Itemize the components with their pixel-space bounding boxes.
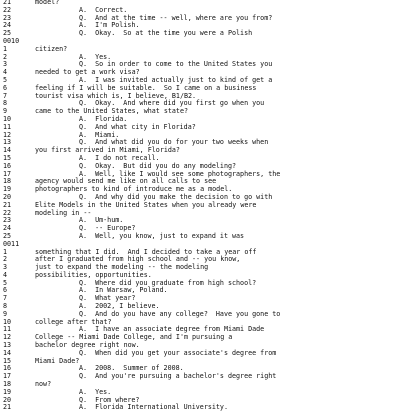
line-number: 21 bbox=[3, 0, 12, 6]
line-text: A. 2002, I believe. bbox=[79, 302, 160, 311]
line-number: 13 bbox=[3, 138, 12, 147]
line-number: 8 bbox=[3, 99, 8, 108]
line-text: now? bbox=[35, 380, 52, 389]
line-text: A. Miami. bbox=[79, 130, 120, 139]
transcript-line bbox=[0, 404, 400, 412]
line-number: 5 bbox=[3, 75, 8, 84]
line-text: Q. And do you have any college? Have you gone to bbox=[79, 309, 281, 318]
line-number: 12 bbox=[3, 333, 12, 342]
line-text: Q. And what did you do for your two weeks when bbox=[79, 138, 269, 147]
line-number: 15 bbox=[3, 356, 12, 365]
line-text: A. Florida. bbox=[79, 114, 128, 123]
line-number: 18 bbox=[3, 177, 12, 186]
page-number: 0010 bbox=[3, 36, 20, 45]
line-text: bachelor degree right now. bbox=[35, 341, 140, 350]
page-number: 0011 bbox=[3, 239, 20, 248]
line-number: 25 bbox=[3, 231, 12, 240]
line-number: 2 bbox=[3, 52, 8, 61]
line-text: tourist visa which is, I believe, B1/B2. bbox=[35, 91, 197, 100]
line-number: 6 bbox=[3, 286, 8, 295]
line-text: A. In Warsaw, Poland. bbox=[79, 286, 168, 295]
transcript-line bbox=[0, 280, 400, 288]
line-number: 24 bbox=[3, 21, 12, 30]
line-number: 11 bbox=[3, 122, 12, 131]
line-text: you first arrived in Miami, Florida? bbox=[35, 146, 180, 155]
transcript-line bbox=[0, 358, 400, 366]
line-number: 25 bbox=[3, 29, 12, 38]
line-text: Q. And why did you make the decision to go with bbox=[79, 192, 273, 201]
line-text: Q. From where? bbox=[79, 395, 140, 404]
line-text: Q. Where did you graduate from high school? bbox=[79, 278, 257, 287]
line-text: Q. So in order to come to the United States you bbox=[79, 60, 273, 69]
line-number: 5 bbox=[3, 278, 8, 287]
line-text: model? bbox=[35, 0, 60, 6]
line-text: needed to get a work visa? bbox=[35, 68, 140, 77]
transcript-line bbox=[0, 295, 400, 303]
line-number: 8 bbox=[3, 302, 8, 311]
line-number: 7 bbox=[3, 294, 8, 303]
line-text: Q. When did you get your associate's degree from bbox=[79, 348, 277, 357]
line-number: 9 bbox=[3, 309, 8, 318]
line-text: Q. What year? bbox=[79, 294, 136, 303]
line-text: Q. Okay. And where did you first go when you bbox=[79, 99, 265, 108]
transcript-line bbox=[0, 108, 400, 116]
line-number: 23 bbox=[3, 216, 12, 225]
line-text: Q. Okay. But did you do any modeling? bbox=[79, 161, 237, 170]
line-text: agency would send me like on all calls to see bbox=[35, 177, 217, 186]
transcript-line bbox=[0, 233, 400, 241]
transcript-line bbox=[0, 397, 400, 405]
transcript-line bbox=[0, 287, 400, 295]
line-text: A. Um-hum. bbox=[79, 216, 124, 225]
line-number: 23 bbox=[3, 13, 12, 22]
line-text: photographers to kind of introduce me as a model. bbox=[35, 185, 233, 194]
line-number: 7 bbox=[3, 91, 8, 100]
line-text: College -- Miami Dade College, and I'm pursuing a bbox=[35, 333, 233, 342]
line-number: 16 bbox=[3, 364, 12, 373]
line-text: Q. And at the time -- well, where are you from? bbox=[79, 13, 273, 22]
line-number: 22 bbox=[3, 5, 12, 14]
line-number: 14 bbox=[3, 146, 12, 155]
transcript-line bbox=[0, 46, 400, 54]
line-text: A. Florida International University. bbox=[79, 403, 228, 412]
line-number: 12 bbox=[3, 130, 12, 139]
line-number: 9 bbox=[3, 107, 8, 116]
transcript-line bbox=[0, 217, 400, 225]
line-text: Q. And you're pursuing a bachelor's degree right bbox=[79, 372, 277, 381]
line-text: college after that? bbox=[35, 317, 112, 326]
line-text: A. Well, you know, just to expand it was bbox=[79, 231, 245, 240]
line-text: citizen? bbox=[35, 44, 68, 53]
line-number: 20 bbox=[3, 192, 12, 201]
line-number: 10 bbox=[3, 114, 12, 123]
line-text: Q. Okay. So at the time you were a Polish bbox=[79, 29, 253, 38]
line-text: A. Well, like I would see some photographers, the bbox=[79, 169, 281, 178]
transcript-line bbox=[0, 373, 400, 381]
line-number: 19 bbox=[3, 185, 12, 194]
line-text: Q. And what city in Florida? bbox=[79, 122, 196, 131]
transcript-line bbox=[0, 15, 400, 23]
line-number: 11 bbox=[3, 325, 12, 334]
line-text: just to expand the modeling -- the modeling bbox=[35, 263, 209, 272]
line-number: 22 bbox=[3, 208, 12, 217]
line-number: 21 bbox=[3, 200, 12, 209]
line-text: A. I was invited actually just to kind of get a bbox=[79, 75, 273, 84]
transcript-line bbox=[0, 381, 400, 389]
transcript-line bbox=[0, 389, 400, 397]
line-text: something that I did. And I decided to take a year off bbox=[35, 247, 257, 256]
line-number: 10 bbox=[3, 317, 12, 326]
line-text: A. I have an associate degree from Miami Dade bbox=[79, 325, 265, 334]
line-text: feeling if I will be suitable. So I came on a business bbox=[35, 83, 257, 92]
line-number: 4 bbox=[3, 270, 8, 279]
transcript-line bbox=[0, 0, 400, 7]
line-number: 24 bbox=[3, 224, 12, 233]
line-number: 18 bbox=[3, 380, 12, 389]
line-text: Elite Models in the United States when you already were bbox=[35, 200, 257, 209]
line-number: 6 bbox=[3, 83, 8, 92]
line-number: 3 bbox=[3, 60, 8, 69]
line-number: 21 bbox=[3, 403, 12, 412]
transcript-line bbox=[0, 30, 400, 38]
line-number: 20 bbox=[3, 395, 12, 404]
line-text: A. Yes. bbox=[79, 387, 112, 396]
line-number: 1 bbox=[3, 247, 8, 256]
line-number: 16 bbox=[3, 161, 12, 170]
line-text: possibilities, opportunities. bbox=[35, 270, 152, 279]
transcript-line bbox=[0, 147, 400, 155]
line-text: came to the United States, what state? bbox=[35, 107, 188, 116]
line-text: Q. -- Europe? bbox=[79, 224, 136, 233]
line-text: A. 2008. Summer of 2008. bbox=[79, 364, 184, 373]
line-text: A. Yes. bbox=[79, 52, 112, 61]
line-number: 17 bbox=[3, 169, 12, 178]
line-text: modeling in -- bbox=[35, 208, 92, 217]
line-number: 14 bbox=[3, 348, 12, 357]
line-number: 1 bbox=[3, 44, 8, 53]
line-number: 15 bbox=[3, 153, 12, 162]
line-number: 19 bbox=[3, 387, 12, 396]
line-text: after I graduated from high school and -- you know, bbox=[35, 255, 241, 264]
line-text: A. I'm Polish. bbox=[79, 21, 140, 30]
transcript-line bbox=[0, 124, 400, 132]
line-text: A. I do not recall. bbox=[79, 153, 160, 162]
line-number: 17 bbox=[3, 372, 12, 381]
line-number: 4 bbox=[3, 68, 8, 77]
transcript-line bbox=[0, 116, 400, 124]
transcript-line bbox=[0, 210, 400, 218]
line-number: 3 bbox=[3, 263, 8, 272]
line-number: 13 bbox=[3, 341, 12, 350]
line-text: Miami Dade? bbox=[35, 356, 80, 365]
line-number: 2 bbox=[3, 255, 8, 264]
line-text: A. Correct. bbox=[79, 5, 128, 14]
